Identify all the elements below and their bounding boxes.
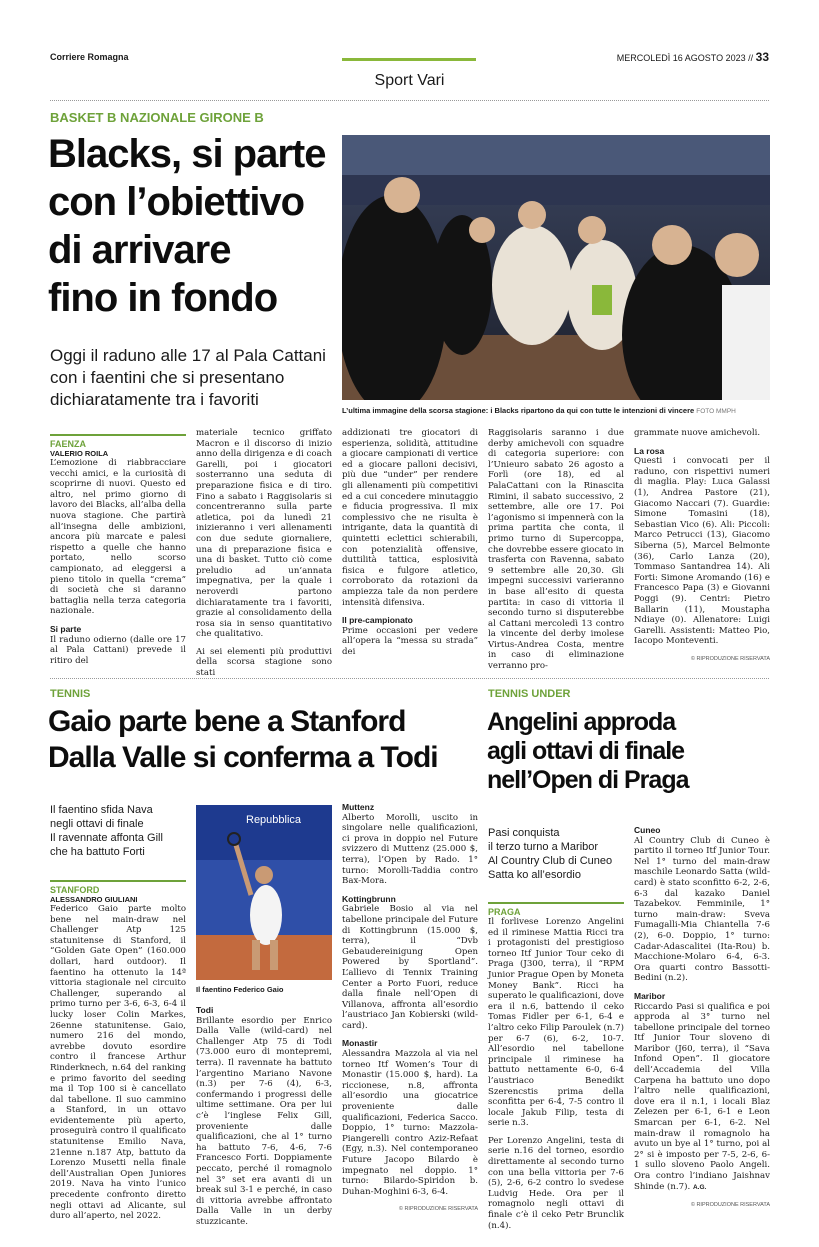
article2-headline xyxy=(48,704,438,776)
paragraph-subhead: La rosa xyxy=(634,445,665,456)
subtitle-line: che ha battuto Forti xyxy=(50,846,145,858)
paragraph: Ai sei elementi più produttivi della scorsa stagione sono stati xyxy=(196,646,332,679)
subtitle-line: Il ravennate affonta Gill xyxy=(50,832,163,844)
article2-column-1 xyxy=(50,880,186,1229)
article1-column-1 xyxy=(50,434,186,673)
paragraph: Gabriele Bosio al via nel tabellone principale del Future di Kottingbrunn (15.000 $, terra), il “Dvb Gebaudereinigung Open Powered by Sportland”. L’allievo di Tennix Training Center a Porto Fuori, reduce dalla finale nell’Open di Villanova, affronta all’esordio l’austriaco Jan Kobierski (wild-card). xyxy=(342,904,478,1031)
article1-column-2 xyxy=(196,428,332,686)
paragraph: Prime occasioni per vedere all’opera la “messa su strada” dei xyxy=(342,625,478,657)
subtitle-line: Pasi conquista xyxy=(488,827,560,839)
author: ALESSANDRO GIULIANI xyxy=(50,895,138,904)
paragraph: Per Lorenzo Angelini, testa di serie n.16 del torneo, esordio direttamente al secondo turno con una bella vittoria per 7-6 (5), 2-6, 6-2 contro lo svedese Ludvig Hede. Ora per il romagnolo negli ottavi di finale c’è il ceko Petr Brunclik (n.4). xyxy=(488,1135,624,1231)
headline-line: di arrivare xyxy=(48,228,231,272)
newspaper-name: Corriere Romagna xyxy=(50,52,129,62)
author-signature: A.G. xyxy=(692,1183,707,1191)
copyright-note: © RIPRODUZIONE RISERVATA xyxy=(398,1206,478,1213)
headline-line: fino in fondo xyxy=(48,276,278,320)
article2-subtitle xyxy=(50,803,163,859)
paragraph: Raggisolaris saranno i due derby amichevoli con squadre di categoria superiore: con l’Unieuro sabato 26 agosto a Forlì (ore 18), ed al PalaCattani con la Rinascita Rimini, il sabato successivo, 2 settembre, alle ore 17. Poi l’agonismo si impennerà con la prima partita che conta, il primo turno di Supercoppa, che dovrebbe essere giocato in trasferta con Ravenna, sabato 9 settembre alle 20,30. Gli impegni successivi varieranno in base all’esito di questa partita: in caso di vittoria il secondo turno si disputerebbe al Cattani mercoledì 13 contro la vincente del derby imolese Virtus-Andrea Costa, mentre in caso di eliminazione verranno pro- xyxy=(488,428,624,672)
article1-subtitle xyxy=(50,345,326,411)
subtitle-line: negli ottavi di finale xyxy=(50,818,144,830)
header-accent-bar xyxy=(342,58,476,61)
article3-kicker: TENNIS UNDER xyxy=(488,688,571,700)
paragraph: materiale tecnico griffato Macron e il discorso di inizio anno della dirigenza e di coach Garelli, poi i giocatori sosterranno una seduta di preparazione fisica e di tiro. Fino a sabato i Raggisolaris si concentreranno sulla parte atletica, poi da lunedì 21 inizieranno i veri allenamenti con due sedute giornaliere, una di preparazione fisica e una di basket. Tutto ciò come preludio ad un’annata impegnativa, per la quale i neroverdi partono dichiaratamente tra i favoriti, grazie al consolidamento della rosa sia in senso quantitativo che qualitativo. xyxy=(196,428,332,640)
subtitle-line: Satta ko all’esordio xyxy=(488,869,581,881)
article2-column-3 xyxy=(342,802,478,1215)
paragraph-subhead: Kottingbrunn xyxy=(342,893,396,904)
subtitle-line: Il faentino sfida Nava xyxy=(50,804,153,816)
subtitle-line: Oggi il raduno alle 17 al Pala Cattani xyxy=(50,346,326,365)
paragraph: Alberto Morolli, uscito in singolare nelle qualificazioni, ci prova in doppio nel Future svizzero di Muttenz (25.000 $, terra), l’Open by Rado. 1° turno: Morolli-Taddia contro Bax-Mora. xyxy=(342,812,478,887)
article1-kicker: BASKET B NAZIONALE GIRONE B xyxy=(50,110,264,125)
headline-line: Dalla Valle si conferma a Todi xyxy=(48,741,438,774)
page-number: 33 xyxy=(755,50,769,64)
article3-column-1 xyxy=(488,902,624,1238)
headline-line: Gaio parte bene a Stanford xyxy=(48,705,406,738)
article1-headline xyxy=(48,130,326,322)
banner-text: Repubblica xyxy=(246,814,302,826)
caption-text: L’ultima immagine della scorsa stagione: i Blacks ripartono da qui con tutte le intenzioni di vincere xyxy=(342,406,695,415)
header-divider xyxy=(50,100,769,101)
copyright-note: © RIPRODUZIONE RISERVATA xyxy=(690,655,770,662)
paragraph-subhead: Muttenz xyxy=(342,802,375,812)
page-info xyxy=(617,50,769,64)
location-label: FAENZA xyxy=(50,434,186,449)
paragraph: grammate nuove amichevoli. xyxy=(634,428,761,438)
paragraph-text: Riccardo Pasi si qualifica e poi approda al 3° turno nel tabellone principale del torneo Itf Junior Tour sloveno di Maribor (J60, terra), il “Sava Infond Open”. Il giocatore dell’Accademia del Villa Carpena ha battuto uno dopo l’altro nelle qualificazioni, dove era il n.1, i locali Blaz Zelezen per 6-1, 6-1 e Leon Smarcan per 6-1, 6-2. Nel main-draw il romagnolo ha avuto un bye al 1° turno, poi al 2° si è imposto per 7-5, 2-6, 6-1 sullo sloveno Paolo Angeli. Ora contro l’indiano Jaishnav Shinde (n.7). xyxy=(634,1001,770,1192)
paragraph-subhead: Cuneo xyxy=(634,825,661,835)
copyright-note: © RIPRODUZIONE RISERVATA xyxy=(690,1202,770,1209)
paragraph: Il forlivese Lorenzo Angelini ed il riminese Mattia Ricci tra i protagonisti del prestigioso torneo Itf Junior Tour ceko di Praga (J300, terra), il “RPM Junior Prague Open by Moneta Money Bank”. Ricci ha superato le qualificazioni, dove era il n.6, battendo il ceko Tomas Fidler per 6-1, 6-4 e l’altro ceko Filip Paroulek (n.7) per 6-7 (6), 6-2, 10-7. All’esordio nel tabellone principale il riminese ha battuto nettamente 6-0, 6-4 l’austriaco Benedikt Szerencstis prima della sconfitta per 6-4, 7-5 contro il locale Jakub Filip, testa di serie n.3. xyxy=(488,917,624,1129)
paragraph-subhead: Maribor xyxy=(634,990,666,1001)
article3-subtitle xyxy=(488,826,612,882)
photo-caption xyxy=(342,406,770,415)
paragraph: Brillante esordio per Enrico Dalla Valle (wild-card) nel Challenger Atp 75 di Todi (73.000 euro di montepremi, terra). Il ravennate ha battuto l’argentino Mariano Navone (n.3) per 7-6 (4), 6-3, confermando i progressi delle ultime settimane. Ora per lui c’è l’inglese Felix Gill, proveniente dalle qualificazioni, che al 1° turno ha battuto 7-6, 4-6, 7-6 Francesco Forti. Doppiamente peccato, perché il romagnolo nel 3° set era avanti di un break sul 3-1 e perché, in caso di vittoria avrebbe affrontato Dalla Valle in un derby stuzzicante. xyxy=(196,1015,332,1227)
article1-column-4 xyxy=(488,428,624,679)
article-divider xyxy=(50,678,769,679)
subtitle-line: con i faentini che si presentano xyxy=(50,368,285,387)
subtitle-line: Al Country Club di Cuneo xyxy=(488,855,613,867)
article3-column-2 xyxy=(634,825,770,1211)
paragraph-subhead: Todi xyxy=(196,1005,214,1015)
headline-line: con l’obiettivo xyxy=(48,180,305,224)
subtitle-line: il terzo turno a Maribor xyxy=(488,841,599,853)
location-label: PRAGA xyxy=(488,902,624,917)
paragraph: addizionati tre giocatori di esperienza, solidità, attitudine a giocare campionati di vertice ed a giocare palloni decisivi, più due “under” per rendere gli allenamenti più competitivi ed a cui concedere minutaggio e fiducia progressiva. Il mix complessivo che ne risulta è intrigante, data la quantità di quintetti eclettici schierabili, con potenzialità offensive, duttilità tattica, esplosività fisica e fulgore atletico, corroborato da rotazioni da ampiezza tale da non perdere intensità difensiva. xyxy=(342,428,478,608)
paragraph-subhead: Il pre-campionato xyxy=(342,615,413,626)
section-title: Sport Vari xyxy=(374,72,445,89)
subtitle-line: dichiaratamente tra i favoriti xyxy=(50,390,259,409)
paragraph: Alessandra Mazzola al via nel torneo Itf Women’s Tour di Monastir (15.000 $, hard). La riccionese, n.8, affronta all’esordio una giocatrice proveniente dalle qualificazioni, Federica Sacco. Doppio, 1° turno: Mazzola-Piangerelli contro Aziz-Refaat (Egy, n.3). Nel contemporaneo Future Jacopo Bilardo è impegnato nel doppio. 1° turno: Bilardo-Spiridon b. Duhan-Moghini 6-3, 6-4. xyxy=(342,1049,478,1197)
date-separator: // xyxy=(748,53,754,63)
headline-line: Blacks, si parte xyxy=(48,132,326,176)
issue-date: MERCOLEDÌ 16 AGOSTO 2023 xyxy=(616,53,746,63)
paragraph xyxy=(634,1002,770,1194)
location-label: STANFORD xyxy=(50,880,186,895)
headline-line: agli ottavi di finale xyxy=(487,737,685,765)
article1-column-5 xyxy=(634,428,770,664)
article2-column-2 xyxy=(196,1005,332,1234)
basketball-team-photo xyxy=(342,135,770,400)
photo-credit: FOTO MMPH xyxy=(696,408,736,415)
headline-line: nell’Open di Praga xyxy=(487,766,689,794)
paragraph: Il raduno odierno (dalle ore 17 al Pala Cattani) prevede il ritiro del xyxy=(50,634,186,666)
paragraph: Al Country Club di Cuneo è partito il torneo Itf Junior Tour. Nel 1° turno del main-draw maschile Leonardo Satta (wild-card) è stato sconfitto 6-2, 2-6, 6-3 dal kazako Daniel Tazabekov. Femminile, 1° turno main-draw: Sveva Fumagalli-Mia Chiantella 7-6 (2), 6-0. Doppio, 1° turno: Cadar-Adascalitei (Ita-Rou) b. Macchione-Molaro 6-4, 6-3. Ora quarti contro Bassotti-Bedini (n.2). xyxy=(634,835,770,984)
article3-headline xyxy=(487,708,689,795)
article2-kicker: TENNIS xyxy=(50,688,91,700)
tennis-photo-caption: Il faentino Federico Gaio xyxy=(196,985,284,994)
headline-line: Angelini approda xyxy=(487,708,676,736)
author: VALERIO ROILA xyxy=(50,449,109,458)
paragraph-subhead: Monastir xyxy=(342,1038,378,1049)
paragraph: L’emozione di riabbracciare vecchi amici, e la curiosità di scoprirne di nuovi. Questo ed altro, nel primo giorno di lavoro dei Blacks, all’alba della nuova stagione. Che partirà all’insegna delle ambizioni, ancora più marcate e palesi rispetto a quelle che hanno portato, nello scorso campionato, ad eleggersi a pieno titolo in quella “crema” di società che si daranno battaglia nella terza categoria nazionale. xyxy=(50,458,186,617)
paragraph: Questi i convocati per il raduno, con rispettivi numeri di maglia. Play: Luca Galassi (1), Andrea Pastore (21), Giacomo Naccari (7). Guardie: Simone Tomasini (18), Sebastian Vico (6). Ali: Piccoli: Marco Petrucci (13), Giacomo Siberna (5), Marcel Belmonte (36), Carlo Lanza (20), Tommaso Santandrea 14). Ali Forti: Simone Aromando (16) e Francesco Papa (3) e Giovanni Poggi (9). Centri: Pietro Ballarin (11), Moustapha Ndiaye (0). Allenatore: Luigi Garelli. Assistenti: Matteo Pio, Iacopo Monteventi. xyxy=(634,456,770,647)
article1-column-3 xyxy=(342,428,478,664)
paragraph: Federico Gaio parte molto bene nel main-draw nel Challenger Atp 125 statunitense di Stanford, il “Golden Gate Open” (160.000 dollari, hard outdoor). Il faentino ha ottenuto la 14ª vittoria stagionale nel circuito Challenger, superando al primo turno per 3-6, 6-3, 6-4 il lucky loser Colin Markes, 26enne statunitense. Gaio, numero 216 del mondo, avrebbe dovuto esordire contro il francese Arthur Rinderknech, n.64 del ranking e primo favorito del seeding ma il Top 100 si è cancellato dal tabellone. Il suo cammino a Stanford, in un ottavo evidentemente più aperto, proseguirà contro il qualificato statunitense Emilio Nava, 21enne n.187 Atp, battuto da Lorenzo Musetti nella finale dell’Australian Open Juniores 2019. Nava ha vinto l’unico precedente confronto diretto negli ottavi ad Alicante, sul duro all’aperto, nel 2022. xyxy=(50,904,186,1222)
paragraph-subhead: Si parte xyxy=(50,623,82,634)
tennis-player-photo xyxy=(196,805,332,980)
